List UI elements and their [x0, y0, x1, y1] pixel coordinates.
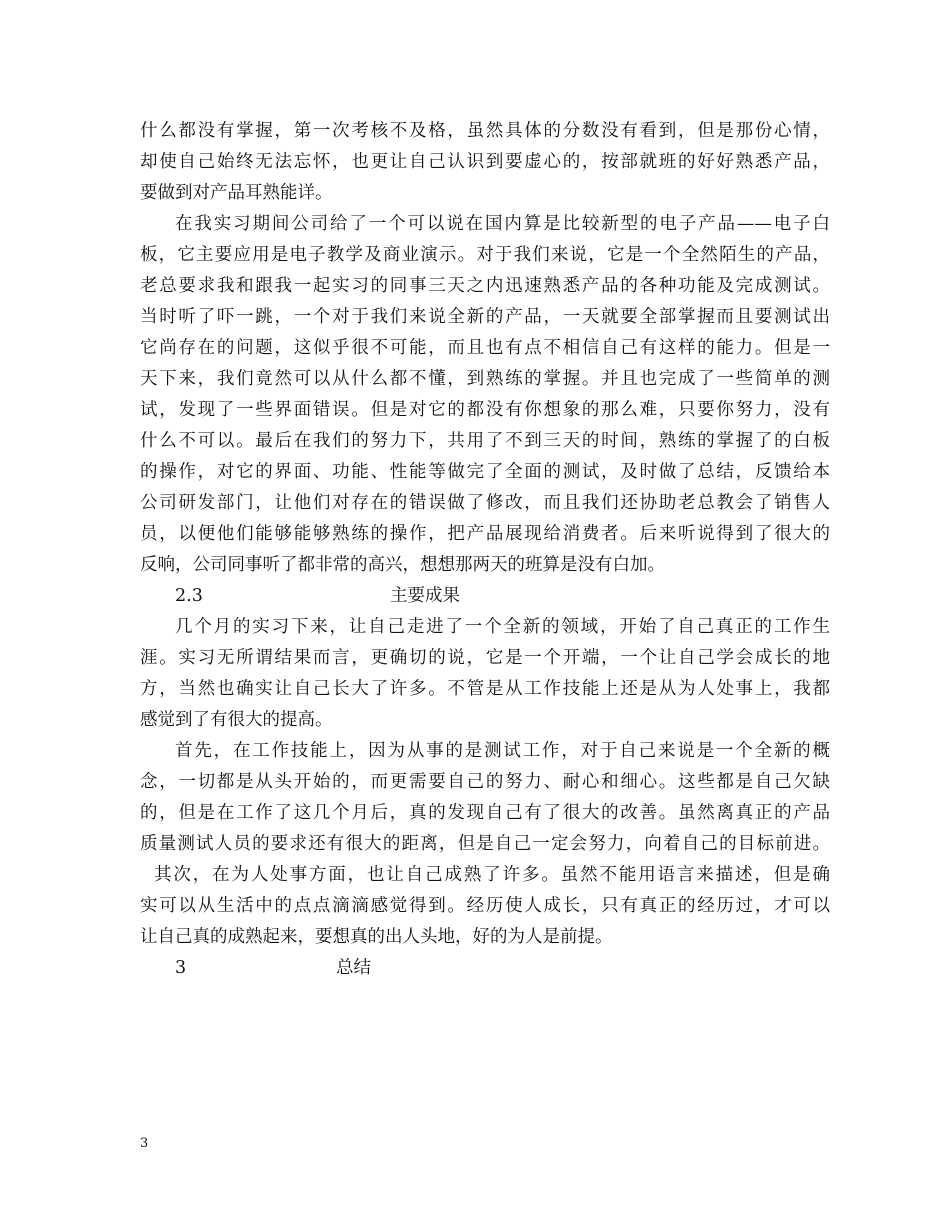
text-line: 板，它主要应用是电子教学及商业演示。对于我们来说，它是一个全然陌生的产品， — [140, 245, 830, 265]
paragraph-first-line: 其次，在为人处事方面，也让自己成熟了许多。虽然不能用语言来描述，但是确 — [154, 865, 830, 885]
text-line: 感觉到了有很大的提高。 — [140, 710, 333, 730]
paragraph-first-line: 首先，在工作技能上，因为从事的是测试工作，对于自己来说是一个全新的概 — [175, 741, 830, 761]
text-line: 老总要求我和跟我一起实习的同事三天之内迅速熟悉产品的各种功能及完成测试。 — [140, 276, 830, 296]
text-line: 念，一切都是从头开始的，而更需要自己的努力、耐心和细心。这些都是自己欠缺 — [140, 772, 830, 792]
section-heading-3 — [140, 953, 830, 984]
text-line: 要做到对产品耳熟能详。 — [140, 183, 333, 203]
section-title: 总结 — [336, 958, 371, 978]
text-line: 天下来，我们竟然可以从什么都不懂，到熟练的掌握。并且也完成了一些简单的测 — [140, 369, 830, 389]
paragraph-first-line: 几个月的实习下来，让自己走进了一个全新的领域，开始了自己真正的工作生 — [175, 617, 830, 637]
text-line: 什么都没有掌握，第一次考核不及格，虽然具体的分数没有看到，但是那份心情， — [140, 121, 830, 141]
text-line: 什么不可以。最后在我们的努力下，共用了不到三天的时间，熟练的掌握了的白板 — [140, 431, 830, 451]
section-title: 主要成果 — [390, 586, 460, 606]
text-line: 员，以便他们能够能够熟练的操作，把产品展现给消费者。后来听说得到了很大的 — [140, 524, 830, 544]
text-line: 试，发现了一些界面错误。但是对它的都没有你想象的那么难，只要你努力，没有 — [140, 400, 830, 420]
text-line: 它尚存在的问题，这似乎很不可能，而且也有点不相信自己有这样的能力。但是一 — [140, 338, 830, 358]
text-line: 公司研发部门，让他们对存在的错误做了修改，而且我们还协助老总教会了销售人 — [140, 493, 830, 513]
body-text — [140, 116, 830, 984]
text-line: 却使自己始终无法忘怀，也更让自己认识到要虚心的，按部就班的好好熟悉产品， — [140, 152, 830, 172]
text-line: 质量测试人员的要求还有很大的距离，但是自己一定会努力，向着自己的目标前进。 — [140, 834, 830, 854]
section-number: 2.3 — [175, 586, 203, 606]
section-number: 3 — [175, 958, 187, 978]
text-line: 实可以从生活中的点点滴滴感觉得到。经历使人成长，只有真正的经历过，才可以 — [140, 896, 830, 916]
text-line: 涯。实习无所谓结果而言，更确切的说，它是一个开端，一个让自己学会成长的地 — [140, 648, 830, 668]
text-line: 让自己真的成熟起来，要想真的出人头地，好的为人是前提。 — [140, 927, 613, 947]
page-number: 3 — [140, 1136, 149, 1151]
text-line: 的操作，对它的界面、功能、性能等做完了全面的测试，及时做了总结，反馈给本 — [140, 462, 830, 482]
text-line: 的，但是在工作了这几个月后，真的发现自己有了很大的改善。虽然离真正的产品 — [140, 803, 830, 823]
text-line: 反响，公司同事听了都非常的高兴，想想那两天的班算是没有白加。 — [140, 555, 665, 575]
text-line: 方，当然也确实让自己长大了许多。不管是从工作技能上还是从为人处事上，我都 — [140, 679, 830, 699]
section-heading-2-3 — [140, 581, 830, 612]
text-line: 当时听了吓一跳，一个对于我们来说全新的产品，一天就要全部掌握而且要测试出 — [140, 307, 830, 327]
paragraph-first-line: 在我实习期间公司给了一个可以说在国内算是比较新型的电子产品——电子白 — [175, 214, 830, 234]
